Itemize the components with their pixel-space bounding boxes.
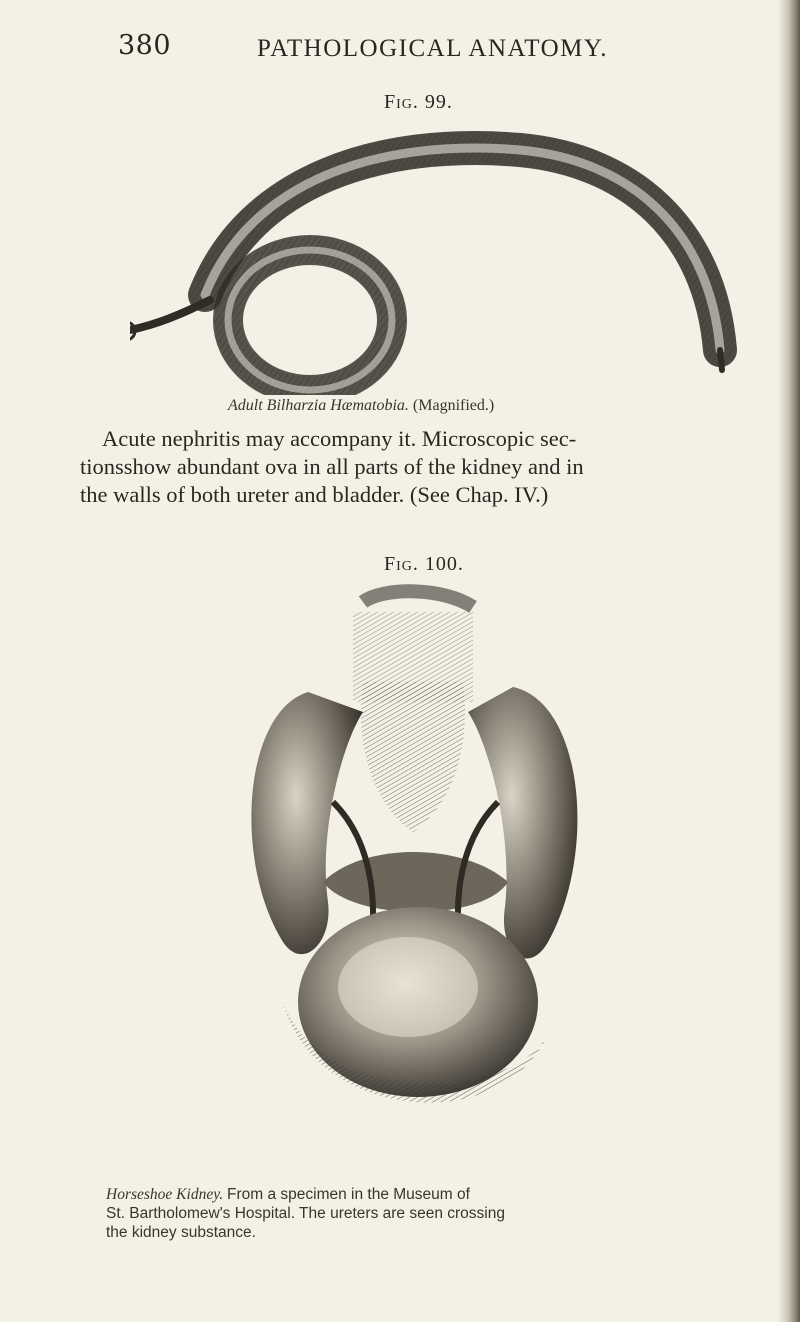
figure-99-caption — [228, 397, 494, 415]
figure-99-label: Fig. 99. — [384, 91, 453, 113]
horseshoe-kidney-illustration — [213, 582, 613, 1172]
figure-100-caption — [106, 1185, 766, 1242]
page-edge-shadow — [778, 0, 800, 1322]
bilharzia-illustration — [130, 120, 750, 395]
body-line: tionsshow abundant ova in all parts of the kidney and in — [80, 454, 584, 479]
figure-99-caption-note: (Magnified.) — [412, 397, 495, 414]
figure-100-caption-line: From a specimen in the Museum of — [226, 1186, 470, 1203]
body-line: Acute nephritis may accompany it. Microscopic sec- — [102, 426, 577, 451]
figure-100-label: Fig. 100. — [384, 553, 464, 575]
figure-100-caption-title: Horseshoe Kidney. — [106, 1186, 227, 1203]
figure-100-caption-line: St. Bartholomew's Hospital. The ureters are seen crossing — [106, 1205, 505, 1222]
body-line: the walls of both ureter and bladder. (See Chap. IV.) — [80, 482, 549, 507]
figure-99-caption-scientific: Adult Bilharzia Hæmatobia. — [228, 397, 409, 414]
page-number: 380 — [118, 30, 172, 61]
figure-100-caption-line: the kidney substance. — [106, 1224, 256, 1241]
body-paragraph — [80, 425, 770, 509]
running-head: PATHOLOGICAL ANATOMY. — [257, 35, 608, 62]
